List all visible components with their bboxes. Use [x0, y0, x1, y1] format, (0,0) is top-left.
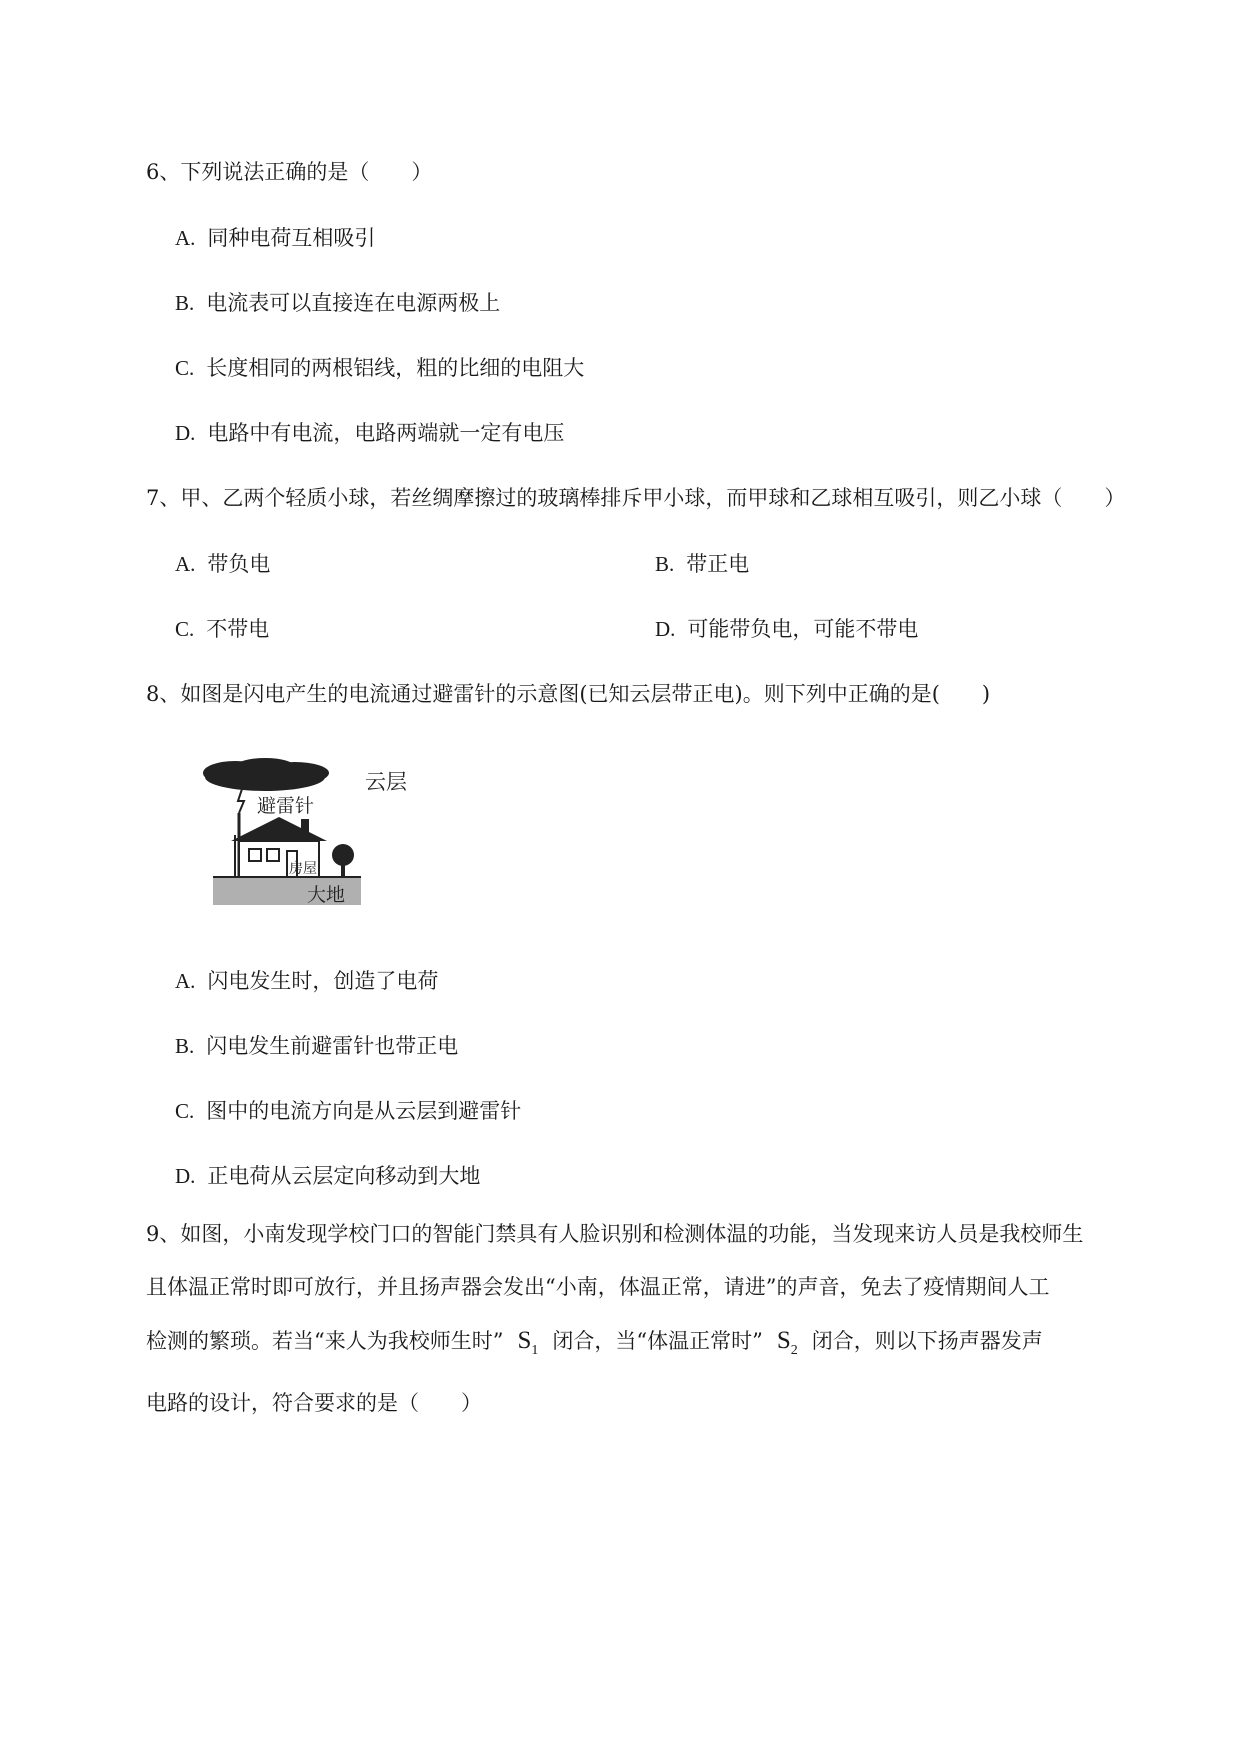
label-rod: 避雷针	[257, 795, 315, 817]
option-text: 正电荷从云层定向移动到大地	[207, 1164, 481, 1188]
option-label: C.	[175, 356, 195, 380]
option-text: 带负电	[207, 552, 271, 576]
q7-option-a[interactable]	[175, 548, 270, 578]
option-text: 同种电荷互相吸引	[207, 226, 376, 250]
option-label: B.	[175, 291, 195, 315]
q8-option-c[interactable]	[175, 1095, 521, 1125]
q8-option-b[interactable]	[175, 1030, 458, 1060]
option-label: B.	[655, 552, 675, 576]
lightning-icon	[238, 789, 244, 813]
option-label: B.	[175, 1034, 195, 1058]
option-text: 图中的电流方向是从云层到避雷针	[206, 1099, 522, 1123]
option-text: 闪电发生前避雷针也带正电	[206, 1034, 459, 1058]
q9-line-3c: 闭合，则以下扬声器发声	[811, 1329, 1043, 1353]
question-6-stem: 6、下列说法正确的是（ ）	[146, 160, 433, 184]
q9-line-3b: 闭合，当“体温正常时”	[552, 1329, 763, 1353]
q7-option-c[interactable]	[175, 613, 269, 643]
option-text: 电流表可以直接连在电源两极上	[206, 291, 501, 315]
option-text: 带正电	[686, 552, 750, 576]
option-label: C.	[175, 617, 195, 641]
switch-s2: $S_2$	[776, 1327, 798, 1358]
option-text: 闪电发生时，创造了电荷	[207, 969, 439, 993]
q7-option-d[interactable]	[655, 613, 918, 643]
label-house: 房屋	[289, 861, 317, 877]
question-7-stem: 7、甲、乙两个轻质小球，若丝绸摩擦过的玻璃棒排斥甲小球，而甲球和乙球相互吸引，则乙小球（ ）	[146, 486, 1126, 510]
switch-s1: $S_1$	[517, 1327, 539, 1358]
label-ground: 大地	[307, 884, 346, 905]
tree-icon	[332, 844, 354, 877]
q9-line-3a: 检测的繁琐。若当“来人为我校师生时”	[146, 1329, 504, 1353]
option-text: 长度相同的两根铝线，粗的比细的电阻大	[206, 356, 585, 380]
option-label: A.	[175, 969, 196, 993]
q6-option-d[interactable]	[175, 417, 564, 447]
option-label: A.	[175, 552, 196, 576]
question-9-stem	[146, 1208, 1161, 1430]
q9-line-4: 电路的设计，符合要求的是（ ）	[146, 1391, 482, 1415]
option-label: D.	[175, 421, 196, 445]
option-text: 电路中有电流，电路两端就一定有电压	[207, 421, 565, 445]
q8-option-d[interactable]	[175, 1160, 480, 1190]
q9-line-1: 9、如图，小南发现学校门口的智能门禁具有人脸识别和检测体温的功能，当发现来访人员是我校师生	[146, 1222, 1084, 1246]
q7-option-b[interactable]	[655, 548, 749, 578]
q6-option-c[interactable]	[175, 352, 584, 382]
option-label: C.	[175, 1099, 195, 1123]
option-label: D.	[655, 617, 676, 641]
question-8-stem: 8、如图是闪电产生的电流通过避雷针的示意图(已知云层带正电)。则下列中正确的是( )	[146, 682, 991, 706]
lightning-rod-figure	[195, 755, 425, 905]
label-cloud: 云层	[365, 770, 407, 794]
option-label: A.	[175, 226, 196, 250]
q9-line-3	[146, 1314, 1161, 1377]
option-text: 不带电	[206, 617, 270, 641]
cloud-icon	[203, 758, 329, 791]
q8-option-a[interactable]	[175, 965, 438, 995]
q6-option-a[interactable]	[175, 222, 375, 252]
q9-line-2: 且体温正常时即可放行，并且扬声器会发出“小南，体温正常，请进”的声音，免去了疫情期间人工	[146, 1275, 1050, 1299]
q6-option-b[interactable]	[175, 287, 500, 317]
option-label: D.	[175, 1164, 196, 1188]
option-text: 可能带负电，可能不带电	[687, 617, 919, 641]
